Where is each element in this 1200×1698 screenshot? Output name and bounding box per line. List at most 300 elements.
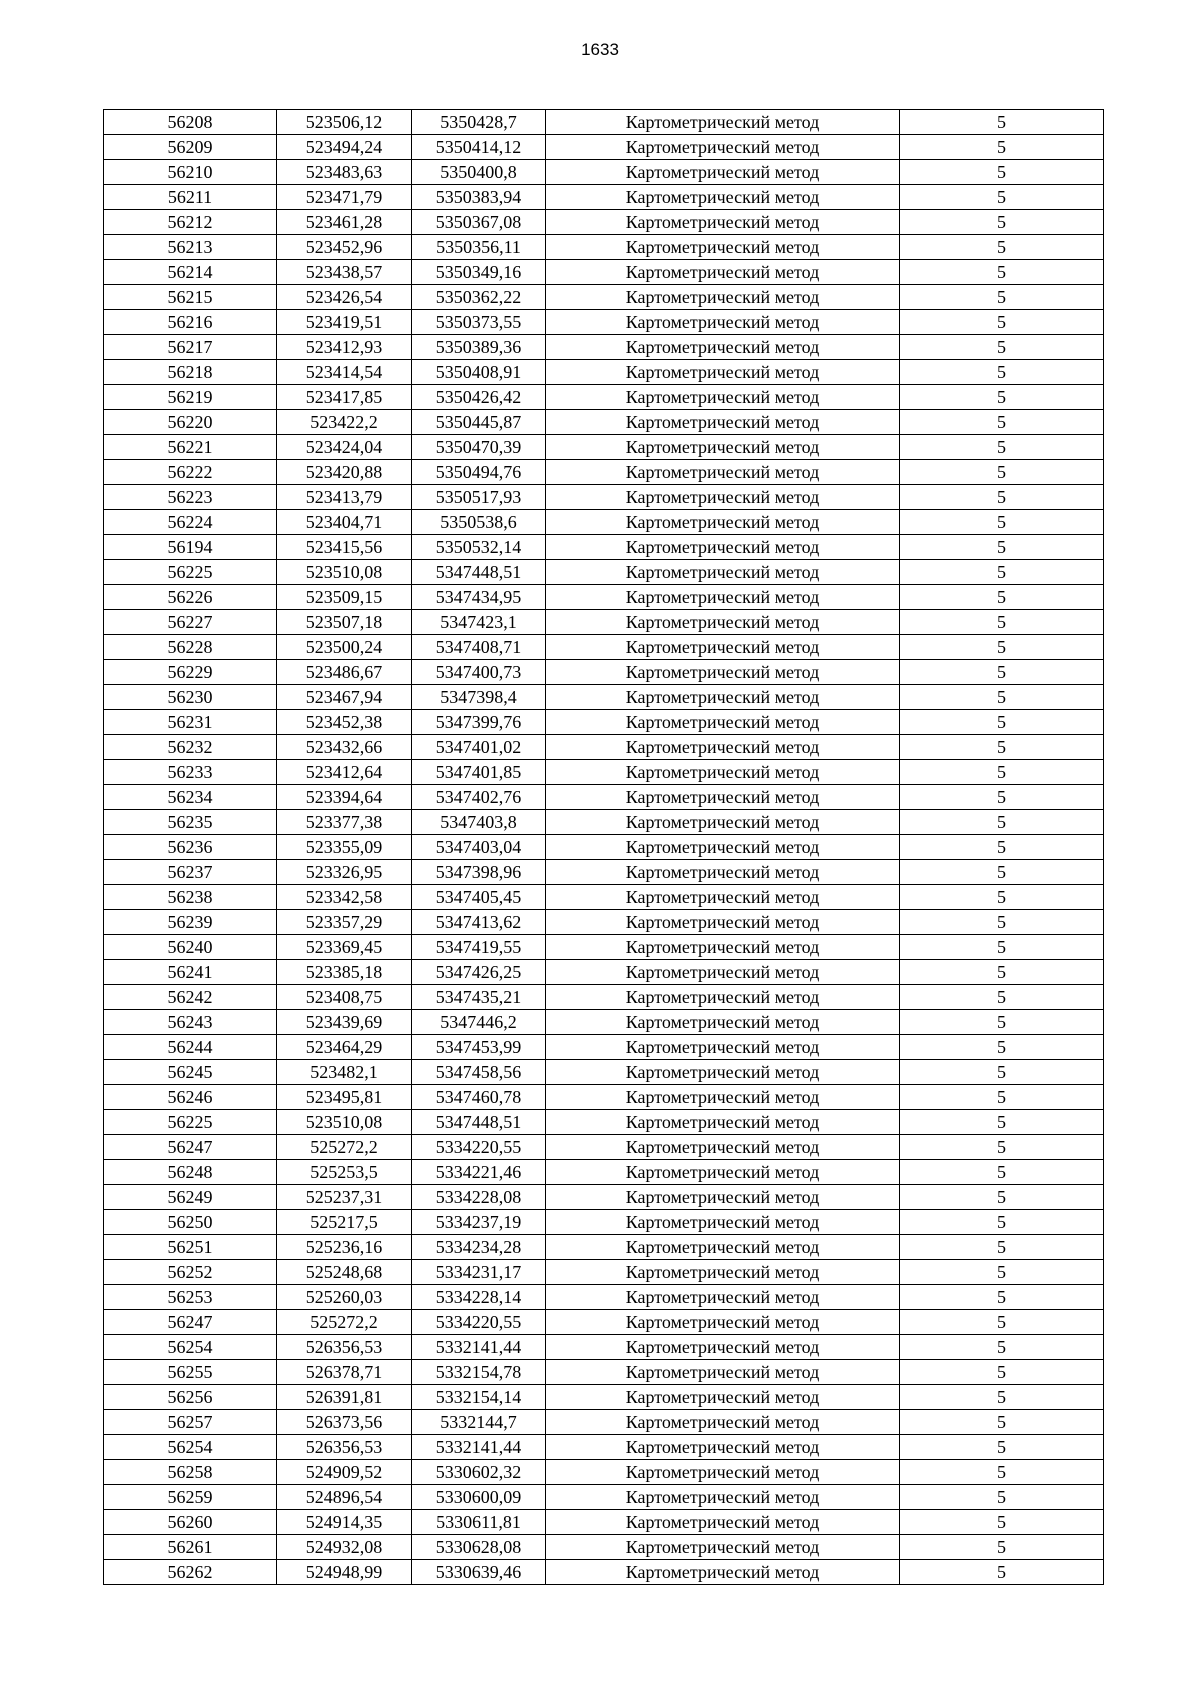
method-cell: Картометрический метод [546,660,900,685]
table-row [104,1035,1104,1060]
accuracy-cell: 5 [900,335,1104,360]
table-row [104,910,1104,935]
y-coordinate-cell: 5347402,76 [412,785,546,810]
accuracy-cell: 5 [900,1535,1104,1560]
point-number-cell: 56209 [104,135,277,160]
y-coordinate-cell: 5334220,55 [412,1135,546,1160]
y-coordinate-cell: 5347460,78 [412,1085,546,1110]
y-coordinate-cell: 5347423,1 [412,610,546,635]
table-row [104,385,1104,410]
point-number-cell: 56228 [104,635,277,660]
y-coordinate-cell: 5332141,44 [412,1435,546,1460]
x-coordinate-cell: 523426,54 [277,285,412,310]
table-row [104,1135,1104,1160]
method-cell: Картометрический метод [546,260,900,285]
y-coordinate-cell: 5350367,08 [412,210,546,235]
y-coordinate-cell: 5350532,14 [412,535,546,560]
accuracy-cell: 5 [900,1235,1104,1260]
y-coordinate-cell: 5350408,91 [412,360,546,385]
point-number-cell: 56232 [104,735,277,760]
x-coordinate-cell: 523408,75 [277,985,412,1010]
y-coordinate-cell: 5350349,16 [412,260,546,285]
table-row [104,1010,1104,1035]
table-row [104,860,1104,885]
method-cell: Картометрический метод [546,1535,900,1560]
table-row [104,1210,1104,1235]
point-number-cell: 56235 [104,810,277,835]
table-row [104,1260,1104,1285]
accuracy-cell: 5 [900,1410,1104,1435]
y-coordinate-cell: 5347405,45 [412,885,546,910]
table-row [104,1160,1104,1185]
x-coordinate-cell: 523510,08 [277,1110,412,1135]
point-number-cell: 56257 [104,1410,277,1435]
accuracy-cell: 5 [900,710,1104,735]
x-coordinate-cell: 524909,52 [277,1460,412,1485]
method-cell: Картометрический метод [546,1460,900,1485]
accuracy-cell: 5 [900,985,1104,1010]
method-cell: Картометрический метод [546,585,900,610]
y-coordinate-cell: 5350383,94 [412,185,546,210]
y-coordinate-cell: 5350517,93 [412,485,546,510]
point-number-cell: 56208 [104,110,277,135]
table-row [104,160,1104,185]
accuracy-cell: 5 [900,835,1104,860]
table-row [104,835,1104,860]
point-number-cell: 56247 [104,1135,277,1160]
accuracy-cell: 5 [900,260,1104,285]
x-coordinate-cell: 523342,58 [277,885,412,910]
x-coordinate-cell: 523495,81 [277,1085,412,1110]
point-number-cell: 56216 [104,310,277,335]
accuracy-cell: 5 [900,785,1104,810]
accuracy-cell: 5 [900,735,1104,760]
point-number-cell: 56262 [104,1560,277,1585]
table-row [104,360,1104,385]
table-row [104,1410,1104,1435]
table-row [104,410,1104,435]
point-number-cell: 56249 [104,1185,277,1210]
y-coordinate-cell: 5347408,71 [412,635,546,660]
accuracy-cell: 5 [900,885,1104,910]
method-cell: Картометрический метод [546,560,900,585]
method-cell: Картометрический метод [546,1335,900,1360]
method-cell: Картометрический метод [546,835,900,860]
x-coordinate-cell: 523452,96 [277,235,412,260]
point-number-cell: 56239 [104,910,277,935]
y-coordinate-cell: 5347399,76 [412,710,546,735]
table-row [104,685,1104,710]
accuracy-cell: 5 [900,310,1104,335]
point-number-cell: 56244 [104,1035,277,1060]
table-row [104,210,1104,235]
x-coordinate-cell: 523404,71 [277,510,412,535]
x-coordinate-cell: 524948,99 [277,1560,412,1585]
method-cell: Картометрический метод [546,860,900,885]
table-row [104,110,1104,135]
point-number-cell: 56227 [104,610,277,635]
table-row [104,1235,1104,1260]
table-row [104,335,1104,360]
y-coordinate-cell: 5334237,19 [412,1210,546,1235]
point-number-cell: 56225 [104,560,277,585]
table-body [104,110,1104,1585]
y-coordinate-cell: 5350389,36 [412,335,546,360]
method-cell: Картометрический метод [546,885,900,910]
x-coordinate-cell: 523486,67 [277,660,412,685]
y-coordinate-cell: 5347403,8 [412,810,546,835]
y-coordinate-cell: 5350470,39 [412,435,546,460]
y-coordinate-cell: 5350445,87 [412,410,546,435]
y-coordinate-cell: 5350538,6 [412,510,546,535]
x-coordinate-cell: 523438,57 [277,260,412,285]
method-cell: Картометрический метод [546,510,900,535]
x-coordinate-cell: 523420,88 [277,460,412,485]
y-coordinate-cell: 5332141,44 [412,1335,546,1360]
y-coordinate-cell: 5347426,25 [412,960,546,985]
accuracy-cell: 5 [900,185,1104,210]
y-coordinate-cell: 5347401,02 [412,735,546,760]
table-row [104,785,1104,810]
accuracy-cell: 5 [900,1260,1104,1285]
x-coordinate-cell: 526378,71 [277,1360,412,1385]
accuracy-cell: 5 [900,1135,1104,1160]
accuracy-cell: 5 [900,360,1104,385]
point-number-cell: 56243 [104,1010,277,1035]
accuracy-cell: 5 [900,460,1104,485]
table-row [104,485,1104,510]
x-coordinate-cell: 523385,18 [277,960,412,985]
accuracy-cell: 5 [900,1435,1104,1460]
method-cell: Картометрический метод [546,960,900,985]
x-coordinate-cell: 523510,08 [277,560,412,585]
accuracy-cell: 5 [900,1035,1104,1060]
y-coordinate-cell: 5334228,08 [412,1185,546,1210]
table-row [104,1310,1104,1335]
table-row [104,1185,1104,1210]
accuracy-cell: 5 [900,210,1104,235]
method-cell: Картометрический метод [546,1310,900,1335]
method-cell: Картометрический метод [546,1085,900,1110]
point-number-cell: 56238 [104,885,277,910]
method-cell: Картометрический метод [546,1010,900,1035]
y-coordinate-cell: 5350400,8 [412,160,546,185]
accuracy-cell: 5 [900,1485,1104,1510]
table-row [104,960,1104,985]
method-cell: Картометрический метод [546,760,900,785]
method-cell: Картометрический метод [546,1435,900,1460]
x-coordinate-cell: 525237,31 [277,1185,412,1210]
method-cell: Картометрический метод [546,385,900,410]
point-number-cell: 56251 [104,1235,277,1260]
point-number-cell: 56260 [104,1510,277,1535]
accuracy-cell: 5 [900,1285,1104,1310]
x-coordinate-cell: 523412,93 [277,335,412,360]
point-number-cell: 56261 [104,1535,277,1560]
x-coordinate-cell: 526391,81 [277,1385,412,1410]
table-row [104,810,1104,835]
accuracy-cell: 5 [900,1385,1104,1410]
point-number-cell: 56210 [104,160,277,185]
y-coordinate-cell: 5330628,08 [412,1535,546,1560]
accuracy-cell: 5 [900,510,1104,535]
point-number-cell: 56231 [104,710,277,735]
x-coordinate-cell: 523461,28 [277,210,412,235]
method-cell: Картометрический метод [546,1235,900,1260]
x-coordinate-cell: 525272,2 [277,1135,412,1160]
accuracy-cell: 5 [900,585,1104,610]
accuracy-cell: 5 [900,435,1104,460]
point-number-cell: 56221 [104,435,277,460]
method-cell: Картометрический метод [546,535,900,560]
method-cell: Картометрический метод [546,1210,900,1235]
accuracy-cell: 5 [900,160,1104,185]
accuracy-cell: 5 [900,1010,1104,1035]
table-row [104,235,1104,260]
method-cell: Картометрический метод [546,735,900,760]
accuracy-cell: 5 [900,1160,1104,1185]
point-number-cell: 56213 [104,235,277,260]
table-row [104,1460,1104,1485]
y-coordinate-cell: 5350373,55 [412,310,546,335]
table-row [104,710,1104,735]
table-row [104,1360,1104,1385]
method-cell: Картометрический метод [546,160,900,185]
point-number-cell: 56234 [104,785,277,810]
table-row [104,185,1104,210]
point-number-cell: 56247 [104,1310,277,1335]
method-cell: Картометрический метод [546,110,900,135]
table-row [104,1060,1104,1085]
method-cell: Картометрический метод [546,1485,900,1510]
method-cell: Картометрический метод [546,185,900,210]
method-cell: Картометрический метод [546,1160,900,1185]
point-number-cell: 56230 [104,685,277,710]
method-cell: Картометрический метод [546,1560,900,1585]
x-coordinate-cell: 523452,38 [277,710,412,735]
x-coordinate-cell: 523413,79 [277,485,412,510]
table-row [104,610,1104,635]
x-coordinate-cell: 525272,2 [277,1310,412,1335]
x-coordinate-cell: 523494,24 [277,135,412,160]
method-cell: Картометрический метод [546,1185,900,1210]
accuracy-cell: 5 [900,560,1104,585]
method-cell: Картометрический метод [546,485,900,510]
accuracy-cell: 5 [900,135,1104,160]
point-number-cell: 56225 [104,1110,277,1135]
method-cell: Картометрический метод [546,1360,900,1385]
x-coordinate-cell: 523422,2 [277,410,412,435]
point-number-cell: 56254 [104,1435,277,1460]
x-coordinate-cell: 525260,03 [277,1285,412,1310]
table-row [104,435,1104,460]
method-cell: Картометрический метод [546,785,900,810]
point-number-cell: 56214 [104,260,277,285]
y-coordinate-cell: 5347434,95 [412,585,546,610]
x-coordinate-cell: 523414,54 [277,360,412,385]
x-coordinate-cell: 523467,94 [277,685,412,710]
point-number-cell: 56215 [104,285,277,310]
table-row [104,285,1104,310]
y-coordinate-cell: 5347446,2 [412,1010,546,1035]
x-coordinate-cell: 523471,79 [277,185,412,210]
y-coordinate-cell: 5347448,51 [412,560,546,585]
y-coordinate-cell: 5330611,81 [412,1510,546,1535]
accuracy-cell: 5 [900,960,1104,985]
accuracy-cell: 5 [900,1110,1104,1135]
accuracy-cell: 5 [900,1210,1104,1235]
y-coordinate-cell: 5347403,04 [412,835,546,860]
method-cell: Картометрический метод [546,1260,900,1285]
method-cell: Картометрический метод [546,310,900,335]
point-number-cell: 56236 [104,835,277,860]
x-coordinate-cell: 523506,12 [277,110,412,135]
x-coordinate-cell: 523394,64 [277,785,412,810]
y-coordinate-cell: 5330602,32 [412,1460,546,1485]
y-coordinate-cell: 5347458,56 [412,1060,546,1085]
accuracy-cell: 5 [900,1510,1104,1535]
table-row [104,585,1104,610]
method-cell: Картометрический метод [546,1060,900,1085]
table-row [104,1110,1104,1135]
point-number-cell: 56242 [104,985,277,1010]
table-row [104,260,1104,285]
table-row [104,1560,1104,1585]
point-number-cell: 56229 [104,660,277,685]
method-cell: Картометрический метод [546,1035,900,1060]
y-coordinate-cell: 5332154,78 [412,1360,546,1385]
point-number-cell: 56194 [104,535,277,560]
accuracy-cell: 5 [900,485,1104,510]
method-cell: Картометрический метод [546,685,900,710]
accuracy-cell: 5 [900,1185,1104,1210]
method-cell: Картометрический метод [546,985,900,1010]
x-coordinate-cell: 523509,15 [277,585,412,610]
point-number-cell: 56252 [104,1260,277,1285]
point-number-cell: 56240 [104,935,277,960]
accuracy-cell: 5 [900,410,1104,435]
y-coordinate-cell: 5334221,46 [412,1160,546,1185]
x-coordinate-cell: 523482,1 [277,1060,412,1085]
x-coordinate-cell: 526356,53 [277,1435,412,1460]
accuracy-cell: 5 [900,1460,1104,1485]
y-coordinate-cell: 5334231,17 [412,1260,546,1285]
x-coordinate-cell: 525253,5 [277,1160,412,1185]
accuracy-cell: 5 [900,935,1104,960]
point-number-cell: 56253 [104,1285,277,1310]
x-coordinate-cell: 523507,18 [277,610,412,635]
x-coordinate-cell: 524914,35 [277,1510,412,1535]
y-coordinate-cell: 5350494,76 [412,460,546,485]
point-number-cell: 56254 [104,1335,277,1360]
point-number-cell: 56241 [104,960,277,985]
accuracy-cell: 5 [900,860,1104,885]
point-number-cell: 56222 [104,460,277,485]
accuracy-cell: 5 [900,760,1104,785]
table-row [104,460,1104,485]
y-coordinate-cell: 5347448,51 [412,1110,546,1135]
method-cell: Картометрический метод [546,135,900,160]
table-row [104,310,1104,335]
method-cell: Картометрический метод [546,335,900,360]
method-cell: Картометрический метод [546,1110,900,1135]
table-row [104,1085,1104,1110]
accuracy-cell: 5 [900,1085,1104,1110]
point-number-cell: 56237 [104,860,277,885]
method-cell: Картометрический метод [546,360,900,385]
x-coordinate-cell: 526356,53 [277,1335,412,1360]
x-coordinate-cell: 523326,95 [277,860,412,885]
x-coordinate-cell: 524896,54 [277,1485,412,1510]
y-coordinate-cell: 5350428,7 [412,110,546,135]
table-row [104,1485,1104,1510]
y-coordinate-cell: 5347400,73 [412,660,546,685]
y-coordinate-cell: 5350362,22 [412,285,546,310]
y-coordinate-cell: 5334220,55 [412,1310,546,1335]
method-cell: Картометрический метод [546,610,900,635]
method-cell: Картометрический метод [546,235,900,260]
table-row [104,560,1104,585]
y-coordinate-cell: 5347398,4 [412,685,546,710]
accuracy-cell: 5 [900,1310,1104,1335]
x-coordinate-cell: 523415,56 [277,535,412,560]
point-number-cell: 56219 [104,385,277,410]
point-number-cell: 56211 [104,185,277,210]
method-cell: Картометрический метод [546,635,900,660]
method-cell: Картометрический метод [546,210,900,235]
accuracy-cell: 5 [900,1560,1104,1585]
accuracy-cell: 5 [900,535,1104,560]
point-number-cell: 56223 [104,485,277,510]
x-coordinate-cell: 525248,68 [277,1260,412,1285]
x-coordinate-cell: 523417,85 [277,385,412,410]
y-coordinate-cell: 5347435,21 [412,985,546,1010]
accuracy-cell: 5 [900,910,1104,935]
page-number: 1633 [581,40,619,59]
method-cell: Картометрический метод [546,410,900,435]
y-coordinate-cell: 5350414,12 [412,135,546,160]
table-row [104,535,1104,560]
point-number-cell: 56212 [104,210,277,235]
x-coordinate-cell: 523412,64 [277,760,412,785]
x-coordinate-cell: 523355,09 [277,835,412,860]
method-cell: Картометрический метод [546,1410,900,1435]
x-coordinate-cell: 526373,56 [277,1410,412,1435]
table-row [104,1510,1104,1535]
method-cell: Картометрический метод [546,1385,900,1410]
method-cell: Картометрический метод [546,435,900,460]
accuracy-cell: 5 [900,1335,1104,1360]
table-row [104,660,1104,685]
table-row [104,135,1104,160]
point-number-cell: 56259 [104,1485,277,1510]
table-row [104,760,1104,785]
method-cell: Картометрический метод [546,1285,900,1310]
y-coordinate-cell: 5330639,46 [412,1560,546,1585]
point-number-cell: 56255 [104,1360,277,1385]
x-coordinate-cell: 523369,45 [277,935,412,960]
x-coordinate-cell: 525236,16 [277,1235,412,1260]
x-coordinate-cell: 523357,29 [277,910,412,935]
point-number-cell: 56217 [104,335,277,360]
point-number-cell: 56224 [104,510,277,535]
point-number-cell: 56218 [104,360,277,385]
point-number-cell: 56258 [104,1460,277,1485]
accuracy-cell: 5 [900,1360,1104,1385]
y-coordinate-cell: 5347398,96 [412,860,546,885]
point-number-cell: 56245 [104,1060,277,1085]
method-cell: Картометрический метод [546,710,900,735]
